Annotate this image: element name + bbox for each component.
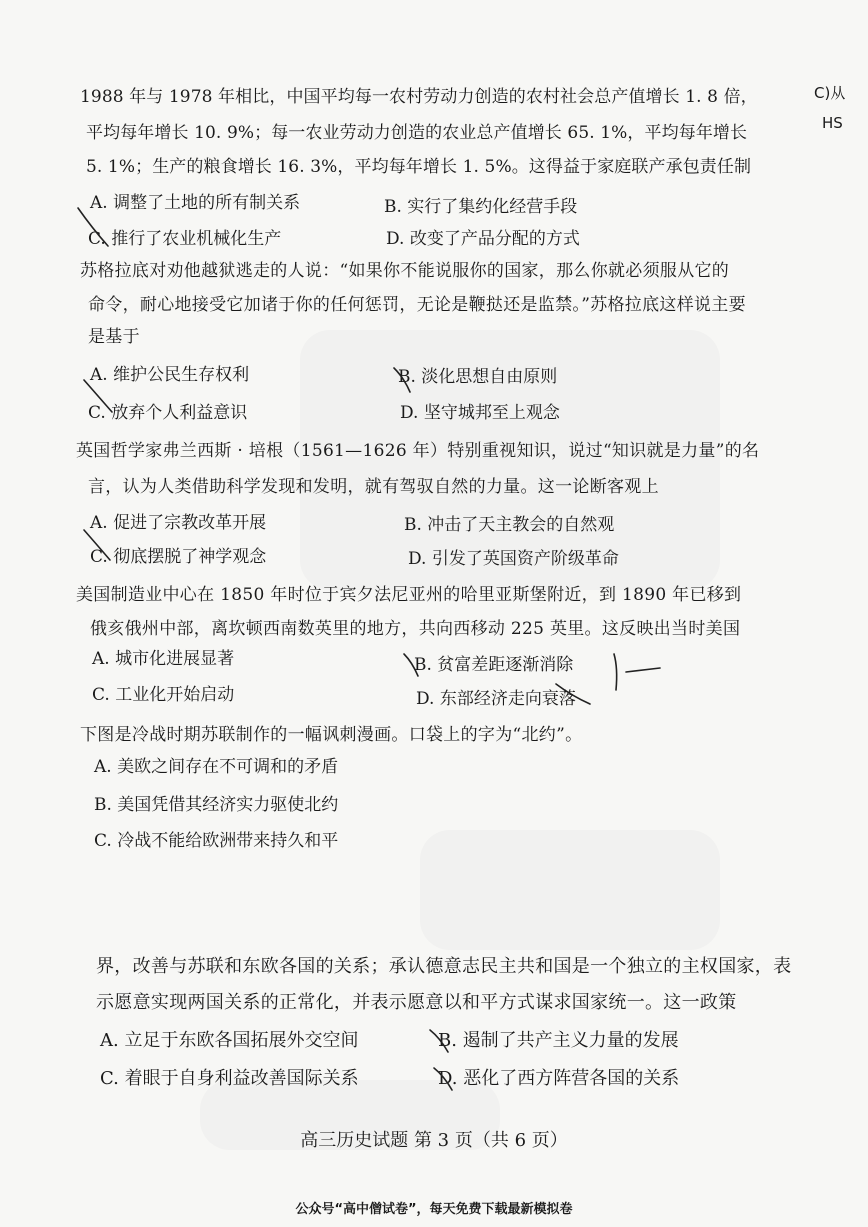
q1-option-b[interactable]: B. 实行了集约化经营手段	[384, 197, 578, 217]
source-credit: 公众号“高中僧试卷”，每天免费下载最新模拟卷	[295, 1202, 573, 1217]
pen-tick	[614, 654, 617, 690]
q2-stem-line: 苏格拉底对劝他越狱逃走的人说：“如果你不能说服你的国家，那么你就必须服从它的	[80, 261, 730, 281]
q2-option-d[interactable]: D. 坚守城邦至上观念	[400, 403, 560, 423]
q4-option-b[interactable]: B. 贫富差距逐渐消除	[414, 655, 574, 675]
page-footer: 高三历史试题 第 3 页（共 6 页）	[300, 1130, 568, 1151]
q6-option-c[interactable]: C. 着眼于自身利益改善国际关系	[100, 1068, 359, 1089]
q3-stem-line: 言，认为人类借助科学发现和发明，就有驾驭自然的力量。这一论断客观上	[88, 477, 659, 497]
q6-option-d[interactable]: D. 恶化了西方阵营各国的关系	[438, 1068, 680, 1089]
q3-option-a[interactable]: A. 促进了宗教改革开展	[90, 513, 267, 533]
side-fragment: HS	[822, 114, 843, 132]
q5-option-a[interactable]: A. 美欧之间存在不可调和的矛盾	[94, 757, 339, 777]
q1-stem-line: 1988 年与 1978 年相比，中国平均每一农村劳动力创造的农村社会总产值增长 1. 8 倍，	[80, 87, 758, 107]
q2-stem-line: 命令，耐心地接受它加诸于你的任何惩罚，无论是鞭挞还是监禁。”苏格拉底这样说主要	[88, 295, 746, 315]
q2-stem-line: 是基于	[88, 327, 140, 347]
q4-option-a[interactable]: A. 城市化进展显著	[92, 649, 235, 669]
q4-option-c[interactable]: C. 工业化开始启动	[92, 685, 235, 705]
q2-option-b[interactable]: B. 淡化思想自由原则	[398, 367, 558, 387]
pen-dash	[626, 668, 660, 672]
q4-stem-line: 俄亥俄州中部，离坎顿西南数英里的地方，共向西移动 225 英里。这反映出当时美国	[90, 619, 741, 639]
q4-stem-line: 美国制造业中心在 1850 年时位于宾夕法尼亚州的哈里亚斯堡附近，到 1890 年已移到	[76, 585, 742, 605]
q6-stem-line: 界，改善与苏联和东欧各国的关系；承认德意志民主共和国是一个独立的主权国家，表	[96, 956, 792, 977]
scan-watermark	[420, 830, 720, 950]
q3-option-c[interactable]: C. 彻底摆脱了神学观念	[90, 547, 267, 567]
q2-option-a[interactable]: A. 维护公民生存权利	[90, 365, 250, 385]
q1-option-c[interactable]: C. 推行了农业机械化生产	[88, 229, 282, 249]
q1-stem-line: 5. 1%；生产的粮食增长 16. 3%，平均每年增长 1. 5%。这得益于家庭联产承包责任制	[86, 157, 752, 177]
q6-option-b[interactable]: B. 遏制了共产主义力量的发展	[438, 1030, 679, 1051]
q6-option-a[interactable]: A. 立足于东欧各国拓展外交空间	[100, 1030, 359, 1051]
q5-stem-line: 下图是冷战时期苏联制作的一幅讽刺漫画。口袋上的字为“北约”。	[80, 725, 583, 745]
q3-option-d[interactable]: D. 引发了英国资产阶级革命	[408, 549, 619, 569]
q5-option-c[interactable]: C. 冷战不能给欧洲带来持久和平	[94, 831, 339, 851]
q4-option-d[interactable]: D. 东部经济走向衰落	[416, 689, 576, 709]
side-fragment: C)从	[814, 84, 846, 102]
q1-option-a[interactable]: A. 调整了土地的所有制关系	[90, 193, 301, 213]
q1-option-d[interactable]: D. 改变了产品分配的方式	[386, 229, 580, 249]
q1-stem-line: 平均每年增长 10. 9%；每一农业劳动力创造的农业总产值增长 65. 1%，平均每年增长	[86, 123, 748, 143]
q3-option-b[interactable]: B. 冲击了天主教会的自然观	[404, 515, 615, 535]
q6-stem-line: 示愿意实现两国关系的正常化，并表示愿意以和平方式谋求国家统一。这一政策	[96, 992, 737, 1013]
q5-option-b[interactable]: B. 美国凭借其经济实力驱使北约	[94, 795, 339, 815]
q2-option-c[interactable]: C. 放弃个人利益意识	[88, 403, 248, 423]
q3-stem-line: 英国哲学家弗兰西斯 · 培根（1561—1626 年）特别重视知识，说过“知识就是力量”的名	[76, 441, 760, 461]
